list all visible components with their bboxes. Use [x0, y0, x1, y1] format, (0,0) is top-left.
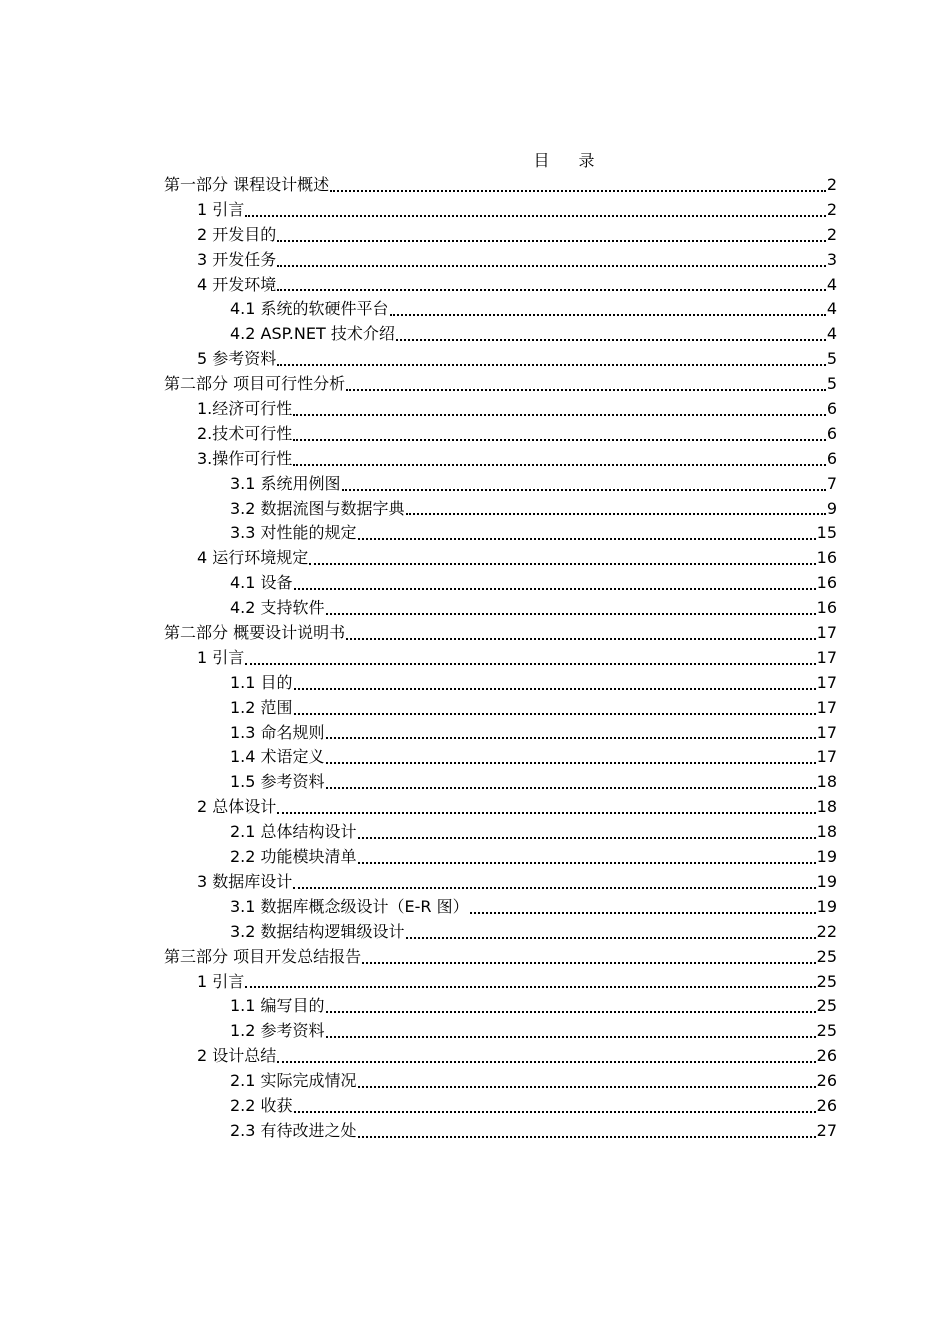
toc-entry[interactable] — [164, 920, 837, 945]
toc-entry[interactable] — [164, 223, 837, 248]
toc-entry[interactable] — [164, 273, 837, 298]
dot-leader — [293, 413, 826, 416]
toc-entry[interactable] — [164, 372, 837, 397]
dot-leader — [294, 712, 816, 715]
toc-entry[interactable] — [164, 497, 837, 522]
toc-entry-page-number: 17 — [816, 722, 837, 742]
toc-entry-page-number: 17 — [816, 672, 837, 692]
toc-entry-label: 4.2 支持软件 — [230, 598, 325, 618]
toc-entry-page-number: 18 — [816, 797, 837, 817]
toc-entry-page-number: 25 — [816, 946, 837, 966]
toc-entry[interactable] — [164, 770, 837, 795]
dot-leader — [326, 1010, 816, 1013]
toc-entry-page-number: 16 — [816, 598, 837, 618]
toc-entry-label: 1.经济可行性 — [197, 399, 293, 419]
toc-entry-label: 4.2 ASP.NET 技术介绍 — [230, 324, 395, 344]
toc-entry-page-number: 2 — [826, 199, 837, 219]
toc-entry-page-number: 17 — [816, 647, 837, 667]
toc-entry-page-number: 26 — [816, 1095, 837, 1115]
toc-entry-label: 第三部分 项目开发总结报告 — [164, 946, 362, 966]
table-of-contents — [164, 173, 837, 1144]
dot-leader — [277, 811, 815, 814]
toc-entry-label: 1 引言 — [197, 971, 245, 991]
toc-entry-label: 2.1 实际完成情况 — [230, 1071, 357, 1091]
toc-entry[interactable] — [164, 895, 837, 920]
toc-entry[interactable] — [164, 447, 837, 472]
toc-entry-label: 3 开发任务 — [197, 249, 277, 269]
toc-entry-page-number: 4 — [826, 299, 837, 319]
toc-entry-label: 1.1 目的 — [230, 672, 293, 692]
toc-entry-label: 4 运行环境规定 — [197, 548, 309, 568]
toc-entry-page-number: 27 — [816, 1120, 837, 1140]
toc-entry-page-number: 7 — [826, 473, 837, 493]
toc-entry[interactable] — [164, 248, 837, 273]
toc-entry-page-number: 18 — [816, 772, 837, 792]
dot-leader — [326, 736, 816, 739]
dot-leader — [326, 761, 816, 764]
dot-leader — [326, 786, 816, 789]
dot-leader — [293, 463, 826, 466]
toc-entry-label: 3.2 数据结构逻辑级设计 — [230, 921, 405, 941]
toc-entry-label: 2.3 有待改进之处 — [230, 1120, 357, 1140]
toc-entry-label: 5 参考资料 — [197, 349, 277, 369]
toc-entry-page-number: 26 — [816, 1046, 837, 1066]
toc-entry-page-number: 16 — [816, 573, 837, 593]
dot-leader — [294, 1110, 816, 1113]
dot-leader — [277, 264, 826, 267]
toc-entry-label: 2.2 收获 — [230, 1095, 293, 1115]
toc-entry-label: 3.1 数据库概念级设计（E-R 图） — [230, 896, 469, 916]
toc-entry-label: 4.1 设备 — [230, 573, 293, 593]
toc-entry-label: 1.2 范围 — [230, 697, 293, 717]
toc-entry-page-number: 25 — [816, 1021, 837, 1041]
dot-leader — [294, 587, 816, 590]
toc-entry-page-number: 5 — [826, 349, 837, 369]
toc-entry-label: 第二部分 项目可行性分析 — [164, 374, 346, 394]
dot-leader — [342, 488, 826, 491]
toc-entry-label: 1 引言 — [197, 199, 245, 219]
toc-entry[interactable] — [164, 845, 837, 870]
dot-leader — [294, 687, 816, 690]
toc-entry-page-number: 25 — [816, 971, 837, 991]
toc-entry-page-number: 5 — [826, 374, 837, 394]
toc-entry-page-number: 2 — [826, 224, 837, 244]
toc-entry-label: 1.2 参考资料 — [230, 1021, 325, 1041]
dot-leader — [358, 836, 816, 839]
toc-entry-label: 1.1 编写目的 — [230, 996, 325, 1016]
toc-entry-label: 2.2 功能模块清单 — [230, 847, 357, 867]
dot-leader — [277, 1060, 815, 1063]
toc-entry-page-number: 3 — [826, 249, 837, 269]
toc-entry-label: 3.操作可行性 — [197, 448, 293, 468]
toc-entry-page-number: 17 — [816, 747, 837, 767]
toc-entry-label: 3.1 系统用例图 — [230, 473, 341, 493]
toc-entry[interactable] — [164, 970, 837, 995]
dot-leader — [326, 612, 816, 615]
toc-entry-label: 3 数据库设计 — [197, 871, 293, 891]
toc-entry-label: 1.4 术语定义 — [230, 747, 325, 767]
dot-leader — [326, 1035, 816, 1038]
dot-leader — [396, 338, 826, 341]
toc-entry[interactable] — [164, 546, 837, 571]
toc-entry-label: 第二部分 概要设计说明书 — [164, 623, 346, 643]
dot-leader — [293, 886, 815, 889]
toc-entry-page-number: 17 — [816, 697, 837, 717]
toc-entry[interactable] — [164, 994, 837, 1019]
toc-entry[interactable] — [164, 422, 837, 447]
toc-entry-label: 4.1 系统的软硬件平台 — [230, 299, 389, 319]
dot-leader — [346, 388, 826, 391]
toc-entry[interactable] — [164, 1019, 837, 1044]
toc-entry-page-number: 19 — [816, 896, 837, 916]
toc-entry[interactable] — [164, 945, 837, 970]
dot-leader — [358, 1135, 816, 1138]
toc-entry[interactable] — [164, 596, 837, 621]
dot-leader — [358, 861, 816, 864]
toc-entry-page-number: 16 — [816, 548, 837, 568]
dot-leader — [245, 214, 826, 217]
toc-entry[interactable] — [164, 696, 837, 721]
toc-entry-page-number: 18 — [816, 822, 837, 842]
toc-entry-page-number: 9 — [826, 498, 837, 518]
dot-leader — [358, 537, 816, 540]
toc-entry[interactable] — [164, 1119, 837, 1144]
toc-entry[interactable] — [164, 795, 837, 820]
dot-leader — [362, 961, 816, 964]
dot-leader — [358, 1085, 816, 1088]
dot-leader — [293, 438, 826, 441]
toc-entry[interactable] — [164, 571, 837, 596]
toc-entry[interactable] — [164, 297, 837, 322]
toc-entry-page-number: 6 — [826, 399, 837, 419]
toc-entry-label: 2 开发目的 — [197, 224, 277, 244]
toc-entry[interactable] — [164, 646, 837, 671]
dot-leader — [277, 288, 826, 291]
toc-entry[interactable] — [164, 347, 837, 372]
dot-leader — [309, 562, 815, 565]
toc-entry[interactable] — [164, 173, 837, 198]
toc-entry[interactable] — [164, 198, 837, 223]
toc-entry-page-number: 4 — [826, 324, 837, 344]
toc-entry-page-number: 17 — [816, 623, 837, 643]
toc-entry-label: 3.2 数据流图与数据字典 — [230, 498, 405, 518]
toc-entry-page-number: 26 — [816, 1071, 837, 1091]
toc-entry-page-number: 4 — [826, 274, 837, 294]
toc-entry[interactable] — [164, 671, 837, 696]
toc-entry[interactable] — [164, 721, 837, 746]
dot-leader — [277, 363, 826, 366]
toc-entry[interactable] — [164, 621, 837, 646]
dot-leader — [346, 637, 816, 640]
dot-leader — [406, 936, 816, 939]
toc-entry[interactable] — [164, 1044, 837, 1069]
toc-entry-page-number: 15 — [816, 523, 837, 543]
toc-entry-page-number: 6 — [826, 448, 837, 468]
dot-leader — [390, 313, 826, 316]
toc-entry-label: 1 引言 — [197, 647, 245, 667]
toc-entry-label: 2.技术可行性 — [197, 423, 293, 443]
dot-leader — [470, 911, 816, 914]
dot-leader — [245, 662, 815, 665]
toc-entry-page-number: 22 — [816, 921, 837, 941]
toc-entry-label: 4 开发环境 — [197, 274, 277, 294]
toc-title: 目 录 — [533, 151, 607, 170]
toc-entry[interactable] — [164, 521, 837, 546]
toc-entry[interactable] — [164, 322, 837, 347]
toc-entry[interactable] — [164, 745, 837, 770]
toc-entry-label: 2.1 总体结构设计 — [230, 822, 357, 842]
toc-entry-page-number: 25 — [816, 996, 837, 1016]
toc-entry-page-number: 2 — [826, 175, 837, 194]
toc-entry-page-number: 6 — [826, 423, 837, 443]
toc-entry[interactable] — [164, 820, 837, 845]
dot-leader — [277, 239, 826, 242]
toc-entry-label: 1.5 参考资料 — [230, 772, 325, 792]
toc-entry[interactable] — [164, 472, 837, 497]
dot-leader — [330, 189, 826, 192]
dot-leader — [245, 985, 815, 988]
toc-entry-label: 2 总体设计 — [197, 797, 277, 817]
toc-entry-page-number: 19 — [816, 871, 837, 891]
toc-entry-page-number: 19 — [816, 847, 837, 867]
toc-entry-label: 3.3 对性能的规定 — [230, 523, 357, 543]
toc-entry[interactable] — [164, 870, 837, 895]
toc-entry[interactable] — [164, 1094, 837, 1119]
toc-entry-label: 1.3 命名规则 — [230, 722, 325, 742]
toc-entry-label: 2 设计总结 — [197, 1046, 277, 1066]
toc-entry[interactable] — [164, 1069, 837, 1094]
dot-leader — [406, 512, 826, 515]
toc-entry-label: 第一部分 课程设计概述 — [164, 175, 330, 194]
toc-entry[interactable] — [164, 397, 837, 422]
